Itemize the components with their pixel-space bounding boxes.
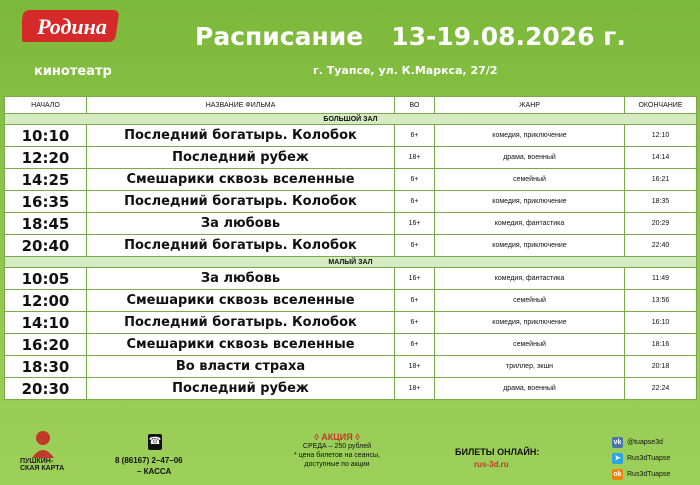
end-time: 16:10 (625, 312, 697, 334)
genre: драма, военный (435, 147, 625, 169)
genre: комедия, приключение (435, 191, 625, 213)
cinema-label: кинотеатр (34, 64, 112, 79)
table-row (5, 213, 697, 235)
page-title (195, 22, 626, 51)
col-age: ВО (395, 97, 435, 114)
age-rating: 6+ (395, 191, 435, 213)
table-row (5, 356, 697, 378)
social-link[interactable] (612, 450, 670, 466)
film-title: Во власти страха (87, 356, 395, 378)
social-handle: @tuapse3d (627, 438, 663, 446)
phone-number[interactable]: 8 (86167) 2–47–06 (115, 456, 183, 465)
film-title: Последний рубеж (87, 378, 395, 400)
table-row (5, 125, 697, 147)
end-time: 12:10 (625, 125, 697, 147)
genre: драма, военный (435, 378, 625, 400)
age-rating: 18+ (395, 147, 435, 169)
end-time: 14:14 (625, 147, 697, 169)
genre: семейный (435, 334, 625, 356)
end-time: 16:21 (625, 169, 697, 191)
start-time: 18:45 (5, 213, 87, 235)
table-row (5, 169, 697, 191)
age-rating: 18+ (395, 356, 435, 378)
odnoklassniki-icon: ok (613, 470, 622, 478)
start-time: 18:30 (5, 356, 87, 378)
kassa-label: – КАССА (137, 467, 172, 476)
online-tickets-label: БИЛЕТЫ ОНЛАЙН: (455, 447, 540, 457)
age-rating: 6+ (395, 290, 435, 312)
title-dates: 13-19.08.2026 г. (391, 22, 626, 51)
online-tickets-link[interactable]: rus-3d.ru (474, 460, 509, 469)
social-handle: Rus3dTuapse (627, 470, 671, 478)
pushkin-card (20, 428, 68, 483)
address: г. Туапсе, ул. К.Маркса, 27/2 (313, 64, 498, 77)
rodina-logo (22, 6, 122, 46)
schedule-body (5, 114, 697, 400)
table-header-row (5, 97, 697, 114)
end-time: 22:40 (625, 235, 697, 257)
table-row (5, 268, 697, 290)
age-rating: 6+ (395, 312, 435, 334)
film-title: Последний богатырь. Колобок (87, 312, 395, 334)
start-time: 20:40 (5, 235, 87, 257)
table-row (5, 378, 697, 400)
start-time: 10:10 (5, 125, 87, 147)
promo-line: доступные по акции (304, 461, 370, 468)
end-time: 20:18 (625, 356, 697, 378)
pushkin-portrait-icon (28, 428, 58, 458)
film-title: За любовь (87, 268, 395, 290)
hall-header-row (5, 257, 697, 268)
table-row (5, 290, 697, 312)
footer (0, 420, 700, 485)
start-time: 16:35 (5, 191, 87, 213)
film-title: Последний богатырь. Колобок (87, 191, 395, 213)
age-rating: 6+ (395, 235, 435, 257)
promo-line: СРЕДА – 250 рублей (302, 443, 372, 450)
film-title: За любовь (87, 213, 395, 235)
promo-line: * цена билетов на сеансы, (294, 452, 380, 459)
social-link[interactable] (612, 434, 670, 450)
genre: комедия, приключение (435, 312, 625, 334)
table-row (5, 334, 697, 356)
genre: триллер, экшн (435, 356, 625, 378)
age-rating: 16+ (395, 268, 435, 290)
age-rating: 16+ (395, 213, 435, 235)
film-title: Смешарики сквозь вселенные (87, 169, 395, 191)
table-row (5, 235, 697, 257)
film-title: Смешарики сквозь вселенные (87, 334, 395, 356)
start-time: 16:20 (5, 334, 87, 356)
genre: комедия, фантастика (435, 268, 625, 290)
table-row (5, 312, 697, 334)
age-rating: 6+ (395, 169, 435, 191)
hall-name: БОЛЬШОЙ ЗАЛ (5, 114, 697, 125)
hall-name: МАЛЫЙ ЗАЛ (5, 257, 697, 268)
start-time: 10:05 (5, 268, 87, 290)
phone-icon: ☎ (148, 434, 162, 450)
col-film: НАЗВАНИЕ ФИЛЬМА (87, 97, 395, 114)
film-title: Последний богатырь. Колобок (87, 125, 395, 147)
social-links (612, 434, 670, 482)
end-time: 11:49 (625, 268, 697, 290)
age-rating: 6+ (395, 334, 435, 356)
start-time: 20:30 (5, 378, 87, 400)
end-time: 20:29 (625, 213, 697, 235)
col-genre: ЖАНР (435, 97, 625, 114)
start-time: 14:25 (5, 169, 87, 191)
start-time: 12:00 (5, 290, 87, 312)
col-start: НАЧАЛО (5, 97, 87, 114)
genre: комедия, фантастика (435, 213, 625, 235)
start-time: 14:10 (5, 312, 87, 334)
logo-text: Родина (37, 14, 107, 39)
social-handle: Rus3dTuapse (627, 454, 671, 462)
end-time: 13:56 (625, 290, 697, 312)
genre: комедия, приключение (435, 235, 625, 257)
film-title: Последний богатырь. Колобок (87, 235, 395, 257)
genre: семейный (435, 290, 625, 312)
vk-icon: vk (613, 438, 622, 446)
end-time: 22:24 (625, 378, 697, 400)
col-end: ОКОНЧАНИЕ (625, 97, 697, 114)
film-title: Смешарики сквозь вселенные (87, 290, 395, 312)
telegram-icon: ➤ (612, 453, 623, 464)
hall-header-row (5, 114, 697, 125)
table-row (5, 191, 697, 213)
promo-title: ◊ АКЦИЯ ◊ (314, 432, 360, 442)
start-time: 12:20 (5, 147, 87, 169)
end-time: 18:35 (625, 191, 697, 213)
social-link[interactable] (612, 466, 670, 482)
end-time: 18:16 (625, 334, 697, 356)
table-row (5, 147, 697, 169)
pushkin-card-text: ПУШКИН-СКАЯ КАРТА (20, 458, 65, 472)
genre: комедия, приключение (435, 125, 625, 147)
age-rating: 18+ (395, 378, 435, 400)
title-word: Расписание (195, 22, 364, 51)
film-title: Последний рубеж (87, 147, 395, 169)
promo-block (262, 432, 412, 469)
schedule-table (4, 96, 697, 400)
age-rating: 6+ (395, 125, 435, 147)
genre: семейный (435, 169, 625, 191)
